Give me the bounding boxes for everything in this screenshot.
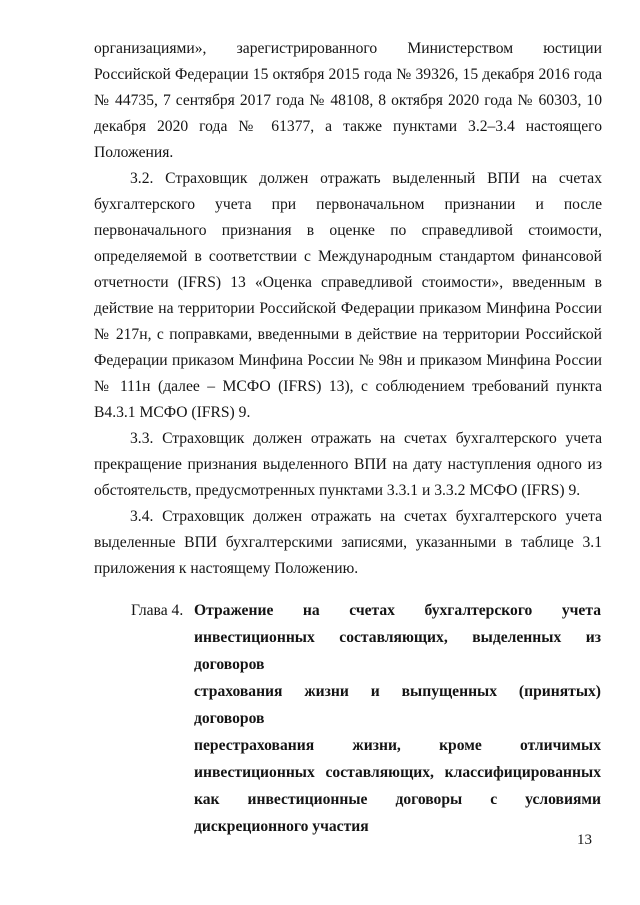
chapter-title xyxy=(194,597,601,840)
chapter-heading xyxy=(131,597,601,840)
chapter-title-line: перестрахования жизни, кроме отличимых xyxy=(194,737,601,754)
paragraph-3-4: 3.4. Страховщик должен отражать на счетах бухгалтерского учета выделенные ВПИ бухгалтерскими записями, указанными в таблице 3.1 приложения к настоящему Положению. xyxy=(94,508,602,577)
chapter-title-line: Отражение на счетах бухгалтерского учета xyxy=(194,602,601,619)
page-number: 13 xyxy=(577,832,592,848)
paragraph-3-2: 3.2. Страховщик должен отражать выделенный ВПИ на счетах бухгалтерского учета при первоначальном признании и после первоначального признания в оценке по справедливой стоимости, определяемой в соответствии с Международным стандартом финансовой отчетности (IFRS) 13 «Оценка справедливой стоимости», введенным в действие на территории Российской Федерации приказом Минфина России № 217н, с поправками, введенными в действие на территории Российской Федерации приказом Минфина России № 98н и приказом Минфина России № 111н (далее – МСФО (IFRS) 13), с соблюдением требований пункта B4.3.1 МСФО (IFRS) 9. xyxy=(94,170,602,421)
chapter-title-line: как инвестиционные договоры с условиями xyxy=(194,791,601,808)
paragraph-3-3: 3.3. Страховщик должен отражать на счетах бухгалтерского учета прекращение признания выделенного ВПИ на дату наступления одного из обстоятельств, предусмотренных пунктами 3.3.1 и 3.3.2 МСФО (IFRS) 9. xyxy=(94,430,602,499)
chapter-title-line: инвестиционных составляющих, выделенных из договоров xyxy=(194,629,601,673)
body-text xyxy=(94,36,602,582)
chapter-title-line: инвестиционных составляющих, классифицированных xyxy=(194,764,601,781)
chapter-title-line: дискреционного участия xyxy=(194,818,369,835)
chapter-label: Глава 4. xyxy=(131,602,184,619)
chapter-title-line: страхования жизни и выпущенных (принятых) договоров xyxy=(194,683,601,727)
paragraph-continuation: организациями», зарегистрированного Министерством юстиции Российской Федерации 15 октября 2015 года № 39326, 15 декабря 2016 года № 44735, 7 сентября 2017 года № 48108, 8 октября 2020 года № 60303, 10 декабря 2020 года № 61377, а также пунктами 3.2–3.4 настоящего Положения. xyxy=(94,40,602,161)
